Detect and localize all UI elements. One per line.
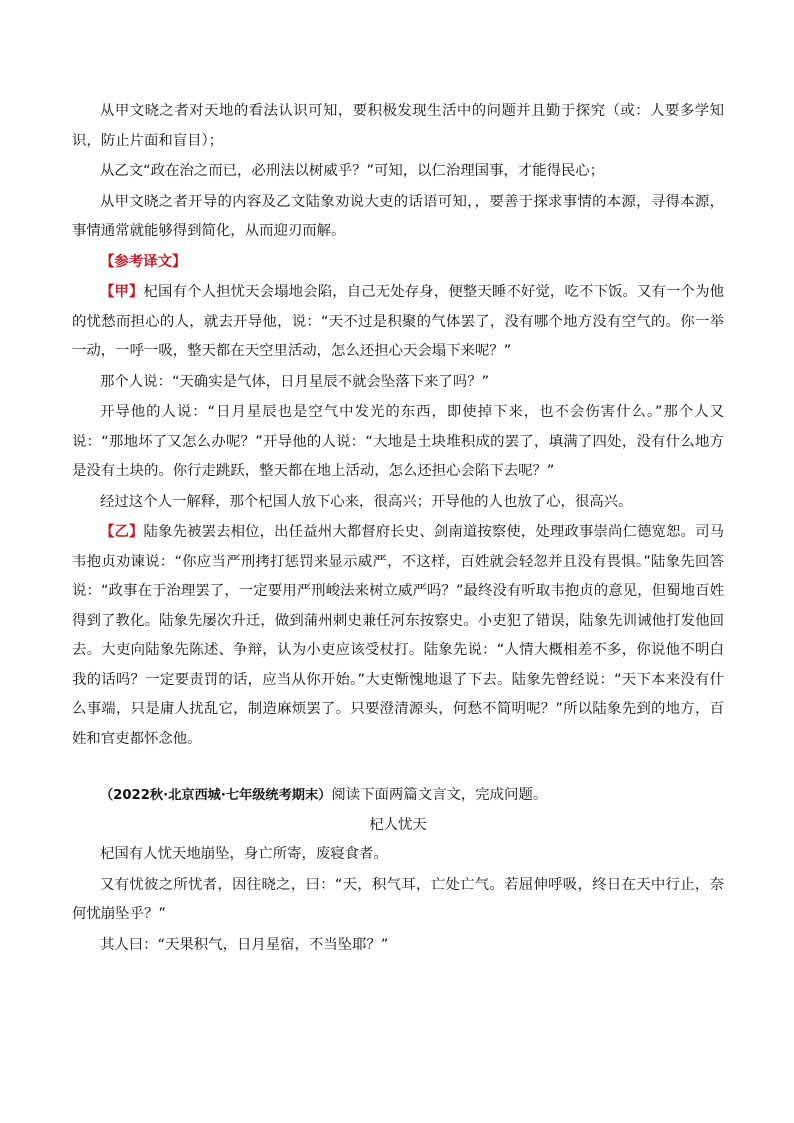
question-source: （2022秋·北京西城·七年级统考期末） bbox=[100, 788, 332, 803]
question-instruction: 阅读下面两篇文言文，完成问题。 bbox=[331, 787, 548, 803]
analysis-paragraph-3: 从甲文晓之者开导的内容及乙文陆象劝说大吏的话语可知，，要善于探求事情的本源，寻得本源，事情通常就能够得到简化，从而迎刃而解。 bbox=[72, 193, 724, 239]
translation-stars-paragraph: 开导他的人说：“日月星辰也是空气中发光的东西，即使掉下来，也不会伤害什么。”那个人又说：“那地坏了又怎么办呢？”开导他的人说：“大地是土块堆积成的罢了，填满了四处，没有什么地方是没有土块的。你行走跳跃，整天都在地上活动，怎么还担心会陷下去呢？” bbox=[72, 404, 724, 479]
yi-text: 陆象先被罢去相位，出任益州大都督府长史、剑南道按察使，处理政事崇尚仁德宽恕。司马韦抱贞劝谏说：“你应当严刑拷打惩罚来显示威严，不这样，百姓就会轻忽并且没有畏惧。”陆象先回答说：“政事在于治理罢了，一定要用严刑峻法来树立威严吗？”最终没有听取韦抱贞的意见，但蜀地百姓得到了教化。陆象先屡次升迁，做到蒲州刺史兼任河东按察史。小吏犯了错误，陆象先训诫他打发他回去。大吏向陆象先陈述、争辩，认为小吏应该受杖打。陆象先说：“人情大概相差不多，你说他不明白我的话吗？一定要责罚的话，应当从你开始。”大吏惭愧地退了下去。陆象先曾经说：“天下本来没有什么事端，只是庸人扰乱它，制造麻烦罢了。只要澄清源头，何愁不简明呢？”所以陆象先到的地方，百姓和官吏都怀念他。 bbox=[72, 524, 724, 747]
jia-marker: 【甲】 bbox=[100, 284, 144, 300]
translation-jia-paragraph bbox=[72, 278, 724, 367]
passage-title: 杞人忧天 bbox=[369, 816, 427, 833]
passage-line-3: 其人曰：“天果积气，日月星宿，不当坠耶？” bbox=[100, 936, 389, 953]
translation-heading: 【参考译文】 bbox=[100, 253, 187, 270]
translation-sky-paragraph: 那个人说：“天确实是气体，日月星辰不就会坠落下来了吗？” bbox=[100, 373, 490, 390]
translation-heading-paragraph bbox=[72, 248, 724, 278]
analysis-paragraph-2: 从乙文“政在治之而已，必刑法以树威乎？”可知，以仁治理国事，才能得民心； bbox=[100, 163, 605, 179]
passage-line-2: 又有忧彼之所忧者，因往晓之，曰：“天，积气耳，亡处亡气。若屈伸呼吸，终日在天中行止，奈何忧崩坠乎？” bbox=[72, 876, 724, 922]
section-spacer bbox=[72, 754, 724, 781]
passage-line-1: 杞国有人忧天地崩坠，身亡所寄，废寝食者。 bbox=[100, 846, 388, 862]
yi-marker: 【乙】 bbox=[100, 524, 144, 540]
translation-yi-paragraph bbox=[72, 518, 724, 754]
question-intro bbox=[72, 781, 724, 811]
translation-relief-paragraph: 经过这个人一解释，那个杞国人放下心来，很高兴；开导他的人也放了心，很高兴。 bbox=[100, 493, 633, 510]
document-content bbox=[72, 97, 724, 960]
analysis-paragraph-1: 从甲文晓之者对天地的看法认识可知，要积极发现生活中的问题并且勤于探究（或：人要多学知识，防止片面和盲目）； bbox=[72, 103, 724, 149]
jia-text: 杞国有个人担忧天会塌地会陷，自己无处存身，便整天睡不好觉，吃不下饭。又有一个为他的忧愁而担心的人，就去开导他，说：“天不过是积聚的气体罢了，没有哪个地方没有空气的。你一举一动，一呼一吸，整天都在天空里活动，怎么还担心天会塌下来呢？” bbox=[72, 284, 724, 359]
